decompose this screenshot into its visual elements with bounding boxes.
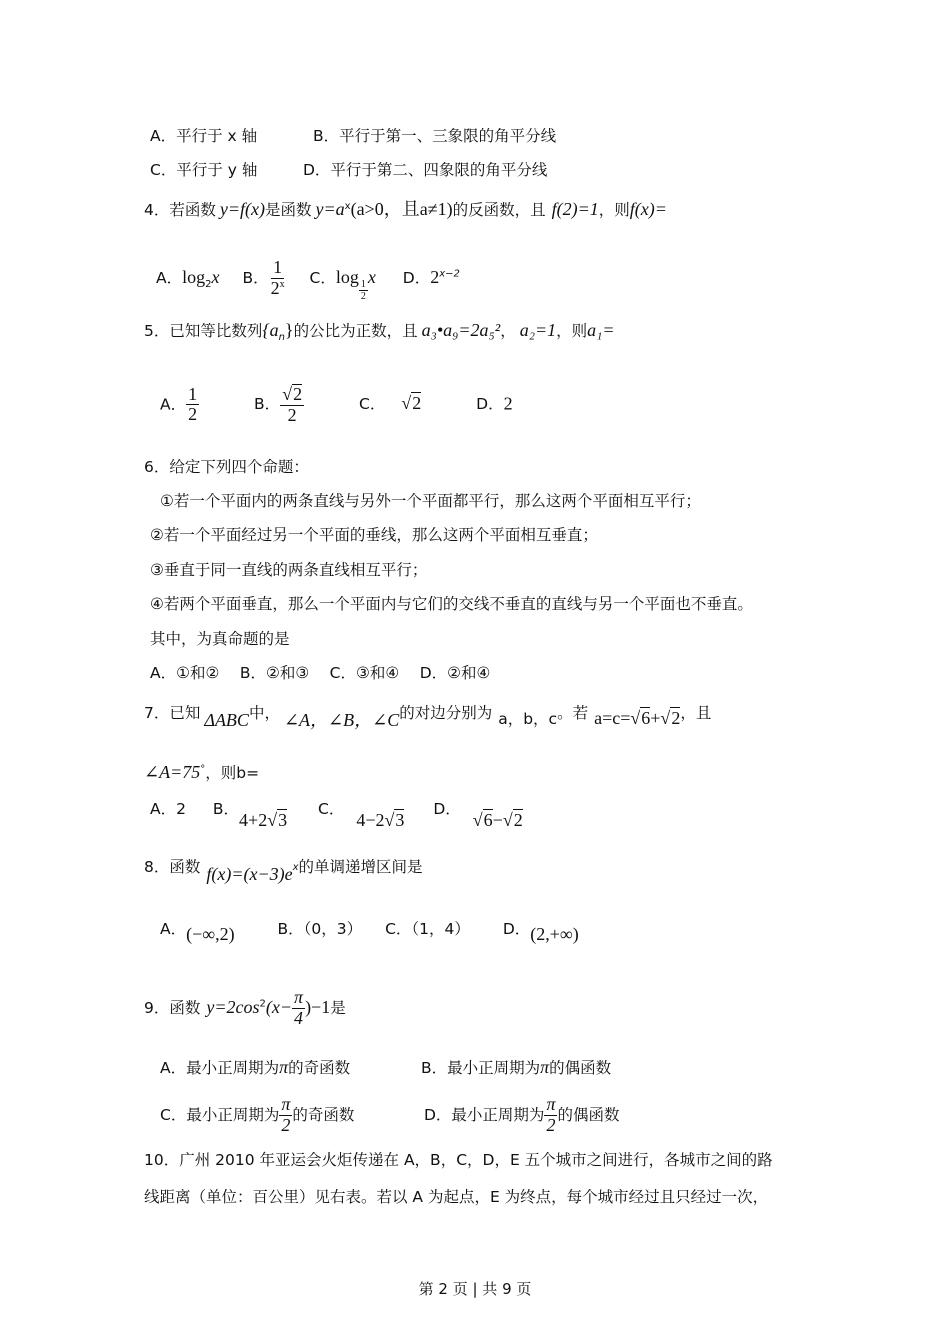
q4-option-d: 2 — [430, 266, 440, 287]
q7-option-c-root: 3 — [395, 810, 405, 830]
q7-text-5: ，则b= — [205, 764, 260, 782]
q9-option-a — [160, 1057, 350, 1079]
q9-text-1: 是 — [330, 998, 346, 1017]
q9-option-c-den: 2 — [281, 1114, 291, 1135]
q9-option-d-fraction — [544, 1095, 557, 1136]
q4-formula-3: f(2)=1 — [551, 199, 599, 219]
q5-options: A． $\frac{1}{2}$ B． $\frac{√2}{2}$ C． √2 D．2 — [160, 383, 513, 425]
q5-option-d: 2 — [503, 393, 513, 414]
q8-option-b: B．（0，3） — [277, 920, 363, 938]
q7-text-2: 的对边分别为 — [399, 704, 493, 722]
q7-lead: 7．已知 — [144, 704, 201, 722]
q5-option-b-den: 2 — [287, 404, 297, 425]
q4-formula-1: y=f(x) — [219, 199, 265, 219]
q4-options — [156, 258, 460, 302]
q5-option-a-label: A． — [160, 395, 187, 414]
q9-option-c — [160, 1095, 354, 1136]
q9-option-d-pre: D．最小正周期为 — [424, 1105, 545, 1124]
q6-proposition-2: ②若一个平面经过另一个平面的垂线，那么这两个平面相互垂直； — [150, 526, 598, 544]
q10-line-2: 线距离（单位：百公里）见右表。若以 A 为起点，E 为终点，每个城市经过且只经过一次， — [144, 1188, 769, 1206]
q5-text-1: 的公比为正数，且 — [293, 322, 418, 340]
q7-root-1: 6 — [641, 708, 651, 728]
q7-angle-a: ∠A=75 — [144, 762, 201, 782]
q9-option-c-fraction — [279, 1095, 292, 1136]
q5-text-2: ， — [500, 322, 516, 340]
q4-option-b-fraction — [269, 258, 287, 299]
q4-option-a: log — [182, 266, 206, 287]
q6-proposition-1: ①若一个平面内的两条直线与另外一个平面都平行，那么这两个平面相互平行； — [160, 492, 701, 510]
q7-options: A．2 B．4+2√3 C．4−2√3 D．√6−√2 — [150, 800, 523, 830]
q5-option-a-num: 1 — [188, 383, 198, 404]
q3-option-b: B．平行于第一、三象限的角平分线 — [313, 127, 557, 145]
q3-option-d: D．平行于第二、四象限的角平分线 — [303, 161, 548, 179]
q5-seq: {a — [262, 320, 279, 340]
q4-text-3: ，则 — [598, 201, 630, 219]
q5-formula-3: a₁= — [587, 320, 615, 340]
q4-option-c-sub — [359, 279, 368, 302]
q4-option-d-label: D． — [402, 268, 431, 287]
q4-option-a-sub: 2 — [205, 278, 212, 290]
q5-seq-sub: n — [278, 332, 285, 344]
q4-option-b-den-sup: x — [279, 278, 285, 290]
q3-option-a: A．平行于 x 轴 — [150, 127, 258, 145]
q9-formula-den: 4 — [294, 1007, 304, 1028]
q7-option-d-label: D． — [433, 800, 461, 818]
q4-option-c-sub-den: 2 — [360, 290, 366, 302]
q4-option-b-den: 2 — [270, 277, 280, 298]
q9-option-c-post: 的奇函数 — [292, 1105, 355, 1124]
q7-stem: 7．已知 ΔABC中， ∠A，∠B，∠C的对边分别为 a，b，c。若 a=c=√6+√2，且 — [144, 704, 712, 730]
q8-option-d-label: D． — [502, 920, 531, 938]
q4-formula-2-sup: x — [344, 200, 351, 212]
q10-line-1: 10．广州 2010 年亚运会火炬传递在 A，B，C，D，E 五个城市之间进行，各城市之间的路 — [144, 1151, 773, 1169]
q4-option-c: log — [335, 266, 359, 287]
q8-option-a-label: A． — [160, 920, 187, 938]
q7-text-3: 。若 — [557, 704, 589, 722]
q6-lead: 6．给定下列四个命题： — [144, 458, 309, 476]
q4-option-d-sup: x−2 — [439, 268, 460, 280]
q4-formula-2: y=a — [315, 199, 345, 219]
q4-option-b-label: B． — [242, 268, 269, 287]
q5-formula-1: a₃•a₉=2a₅² — [421, 320, 501, 340]
q9-option-c-num: π — [281, 1094, 291, 1114]
q4-text-2: 的反函数，且 — [452, 201, 546, 219]
q9-lead: 9．函数 — [144, 998, 201, 1017]
q6-proposition-3: ③垂直于同一直线的两条直线相互平行； — [150, 561, 428, 579]
q7-option-d-root-2: 2 — [513, 810, 523, 830]
q7-root-2: 2 — [671, 708, 681, 728]
q5-option-a-den: 2 — [188, 404, 198, 425]
q7-option-b-root: 3 — [278, 810, 288, 830]
q9-option-d-num: π — [546, 1094, 556, 1114]
q4-formula-4: f(x)= — [629, 199, 667, 219]
q9-formula-fraction — [292, 988, 305, 1029]
q5-option-d-label: D． — [476, 395, 504, 414]
page-footer: 第 2 页 | 共 9 页 — [418, 1280, 532, 1298]
q9-option-b — [421, 1057, 611, 1079]
q9-option-b-pi: π — [540, 1057, 550, 1077]
q4-option-b-num: 1 — [273, 257, 283, 277]
q5-lead: 5．已知等比数列 — [144, 322, 263, 340]
q8-option-c: C．（1，4） — [385, 920, 470, 938]
q8-option-a: (−∞,2) — [186, 924, 235, 944]
q8-stem — [144, 856, 423, 884]
q9-formula-a: y=2cos — [206, 996, 260, 1017]
q9-option-a-pi: π — [279, 1057, 289, 1077]
q4-text-1: 是函数 — [265, 201, 312, 219]
q9-option-c-pre: C．最小正周期为 — [160, 1105, 280, 1124]
q5-option-b-fraction: $\frac{√2}{2}$ — [282, 384, 303, 425]
q9-option-d-post: 的偶函数 — [557, 1105, 620, 1124]
q4-option-a-label: A． — [156, 268, 183, 287]
q6-options: A．①和② B．②和③ C．③和④ D．②和④ — [150, 664, 491, 682]
q4-lead: 4．若函数 — [144, 201, 216, 219]
q7-sides: a，b，c — [498, 710, 558, 728]
q5-option-b-label: B． — [254, 395, 281, 414]
q9-option-d — [424, 1095, 619, 1136]
q7-option-d-root-1: 6 — [483, 810, 493, 830]
q9-option-b-pre: B．最小正周期为 — [421, 1059, 541, 1077]
q9-option-b-post: 的偶函数 — [549, 1059, 612, 1077]
q5-option-b-num: 2 — [293, 384, 303, 404]
q8-formula: f(x)=(x−3)e — [206, 864, 293, 884]
q8-formula-sup: x — [292, 861, 299, 873]
q9-option-a-pre: A．最小正周期为 — [160, 1059, 280, 1077]
q9-stem — [144, 988, 346, 1029]
q5-option-c-label: C． — [359, 395, 386, 414]
q9-formula-sup: 2 — [259, 998, 266, 1010]
q9-formula-num: π — [294, 987, 304, 1007]
q4-option-c-var: x — [367, 266, 376, 287]
q7-option-c-label: C． — [318, 800, 345, 818]
q9-option-d-den: 2 — [546, 1114, 556, 1135]
q8-option-d: (2,+∞) — [530, 924, 579, 944]
q7-degree: ° — [200, 763, 206, 775]
q7-option-b-label: B． — [212, 800, 240, 818]
q4-formula-2-cond: (a>0，且a≠1) — [350, 199, 453, 219]
q7-option-b: 4+2 — [239, 810, 268, 830]
q7-option-c: 4−2 — [356, 810, 385, 830]
q7-triangle: ΔABC — [204, 710, 249, 730]
q4-option-a-var: x — [211, 266, 220, 287]
q5-option-c: 2 — [412, 393, 422, 414]
q7-text-1: 中， — [248, 704, 280, 722]
q9-option-a-post: 的奇函数 — [288, 1059, 351, 1077]
q5-text-3: ，则 — [556, 322, 588, 340]
q8-text-1: 的单调递增区间是 — [298, 858, 423, 876]
q3-option-c: C．平行于 y 轴 — [150, 161, 258, 179]
q7-stem-2 — [144, 762, 259, 784]
q5-seq-end: } — [284, 320, 294, 340]
q6-proposition-4: ④若两个平面垂直，那么一个平面内与它们的交线不垂直的直线与另一个平面也不垂直。 — [150, 595, 753, 613]
q5-option-a-fraction — [186, 385, 199, 426]
q8-options — [160, 918, 579, 944]
q5-stem — [144, 320, 615, 344]
q7-option-a: A．2 — [150, 800, 186, 818]
q4-option-c-sub-num: 1 — [360, 278, 366, 290]
q7-angles: ∠A，∠B，∠C — [283, 710, 400, 730]
q7-option-d-minus: − — [492, 810, 503, 830]
q4-stem — [144, 199, 667, 221]
q9-formula-c: )−1 — [305, 996, 331, 1017]
q4-option-c-label: C． — [309, 268, 336, 287]
q8-lead: 8．函数 — [144, 858, 201, 876]
q7-text-4: ，且 — [680, 704, 712, 722]
q9-formula-b: (x− — [265, 996, 293, 1017]
q7-plus: + — [650, 708, 661, 728]
q6-ask: 其中，为真命题的是 — [150, 630, 290, 648]
q7-equation: a=c= — [594, 708, 631, 728]
q5-formula-2: a₂=1 — [519, 320, 557, 340]
